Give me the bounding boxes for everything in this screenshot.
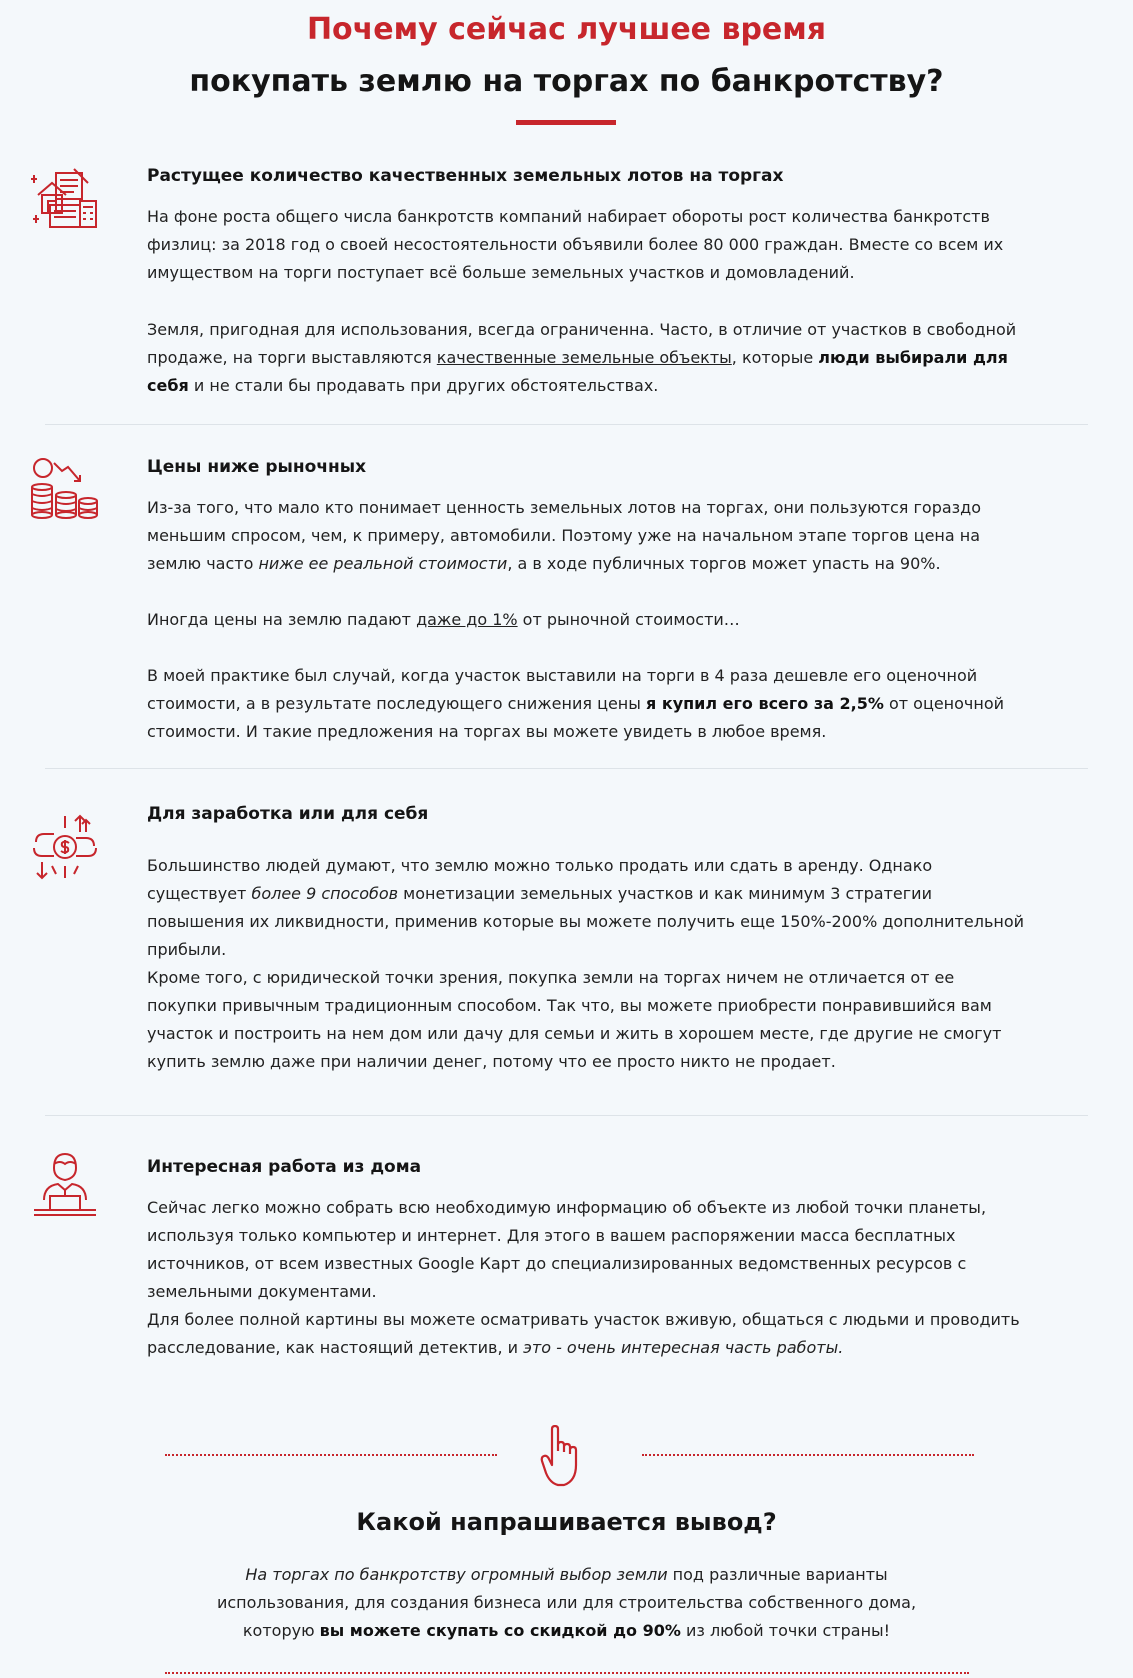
- italic-text: более 9 способов: [251, 884, 399, 903]
- page-title-line1: Почему сейчас лучшее время: [306, 12, 827, 47]
- bold-text: вы можете скупать со скидкой до 90%: [319, 1621, 681, 1640]
- person-laptop-icon: [30, 1150, 100, 1220]
- conclusion-title: Какой напрашивается вывод?: [356, 1508, 777, 1536]
- section-work-paragraph-2: [147, 1306, 1027, 1362]
- dotted-separator-bottom: [165, 1672, 969, 1674]
- section-earnings-paragraph-2: Кроме того, с юридической точки зрения, покупка земли на торгах ничем не отличается от ее покупки привычным традиционным способом. Так что, вы можете приобрести понравившийся вам участок и построить на нем дом или дачу для семьи и жить в хорошем месте, где другие не смогут купить землю даже при наличии денег, потому что ее просто никто не продает.: [147, 968, 1002, 1071]
- underlined-text: даже до 1%: [416, 610, 518, 629]
- section-prices-paragraph-3: [147, 662, 1027, 746]
- text-run: В моей практике был случай, когда участок выставили на торги в 4 раза дешевле его оценочной стоимости, а в результате последующего снижения цены: [147, 666, 978, 713]
- bold-text: я купил его всего за 2,5%: [645, 694, 884, 713]
- text-run: , которые: [731, 348, 819, 367]
- dotted-separator-left: [165, 1454, 497, 1456]
- title-underline: [516, 120, 616, 125]
- text-run: Из-за того, что мало кто понимает ценность земельных лотов на торгах, они пользуются гораздо меньшим спросом, чем, к примеру, автомобили. Поэтому уже на начальном этапе торгов цена на землю часто: [147, 498, 982, 573]
- text-run: , а в ходе публичных торгов может упасть на 90%.: [507, 554, 941, 573]
- section-title-lots: Растущее количество качественных земельных лотов на торгах: [147, 166, 784, 186]
- section-prices-paragraph-1: [147, 494, 1027, 578]
- section-prices-paragraph-2: [147, 606, 1027, 634]
- text-run: от оценочной стоимости. И такие предложения на торгах вы можете увидеть в любое время.: [147, 694, 1005, 741]
- text-run: Большинство людей думают, что землю можно только продать или сдать в аренду. Однако существует: [147, 856, 933, 903]
- section-lots-paragraph-2: [147, 316, 1027, 400]
- dotted-separator-right: [642, 1454, 974, 1456]
- section-earnings-paragraph-1: [147, 852, 1027, 964]
- italic-text: ниже ее реальной стоимости: [258, 554, 508, 573]
- section-divider: [45, 424, 1088, 425]
- section-divider: [45, 1115, 1088, 1116]
- section-work-paragraph-1: Сейчас легко можно собрать всю необходимую информацию об объекте из любой точки планеты, используя только компьютер и интернет. Для этого в вашем распоряжении масса бесплатных источников, от всем известных Google Карт до специализированных ведомственных ресурсов с земельными документами.: [147, 1198, 987, 1301]
- italic-text: это - очень интересная часть работы.: [523, 1338, 844, 1357]
- text-run: и не стали бы продавать при других обстоятельствах.: [188, 376, 659, 395]
- bold-text: люди выбирали для себя: [147, 348, 1008, 395]
- text-run: от рыночной стоимости…: [517, 610, 740, 629]
- text-run: Для более полной картины вы можете осматривать участок вживую, общаться с людьми и проводить расследование, как настоящий детектив, и: [147, 1310, 1020, 1357]
- house-calculator-icon: [30, 165, 100, 235]
- money-exchange-icon: [30, 812, 100, 882]
- text-run: монетизации земельных участков и как минимум 3 стратегии повышения их ликвидности, применив которые вы можете получить еще 150%-200% дополнительной прибыли.: [147, 884, 1025, 959]
- coins-falling-chart-icon: [30, 455, 100, 525]
- text-run: под различные варианты использования, для создания бизнеса или для строительства собственного дома, которую: [216, 1565, 917, 1640]
- pointing-hand-icon: [540, 1425, 590, 1487]
- section-divider: [45, 768, 1088, 769]
- section-lots-paragraph-1: На фоне роста общего числа банкротств компаний набирает обороты рост количества банкротств физлиц: за 2018 год о своей несостоятельности объявили более 80 000 граждан. Вместе со всем их имуществом на торги поступает всё больше земельных участков и домовладений.: [147, 207, 1004, 282]
- section-title-earnings: Для заработка или для себя: [147, 804, 429, 824]
- section-title-work: Интересная работа из дома: [147, 1157, 422, 1177]
- page-title-line2: покупать землю на торгах по банкротству?: [189, 64, 944, 99]
- underlined-text: качественные земельные объекты: [436, 348, 732, 367]
- section-title-prices: Цены ниже рыночных: [147, 457, 367, 477]
- text-run: из любой точки страны!: [680, 1621, 891, 1640]
- text-run: Земля, пригодная для использования, всегда ограниченна. Часто, в отличие от участков в свободной продаже, на торги выставляются: [147, 320, 1017, 367]
- text-run: Иногда цены на землю падают: [147, 610, 417, 629]
- conclusion-text: [180, 1561, 953, 1645]
- italic-text: На торгах по банкротству огромный выбор земли: [245, 1565, 668, 1584]
